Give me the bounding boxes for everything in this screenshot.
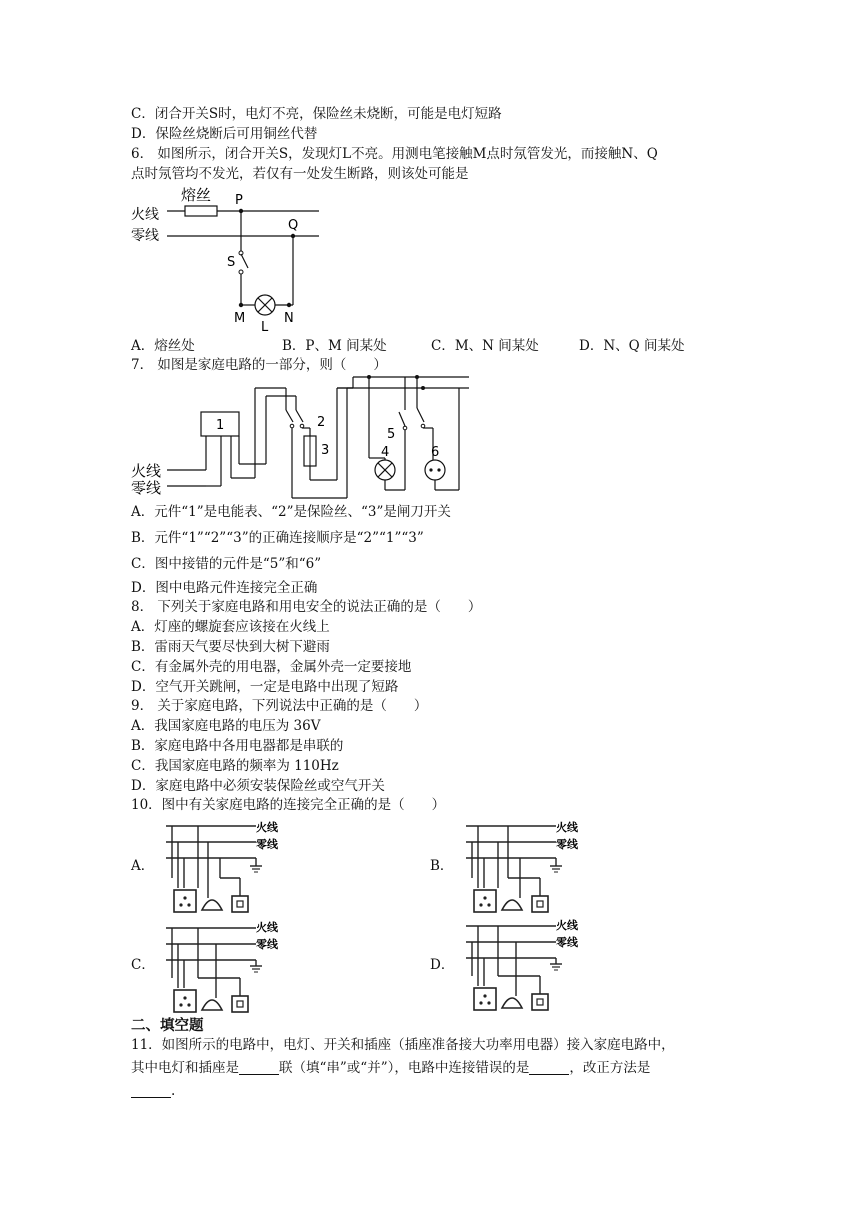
q6-option-a: A．熔丝处 bbox=[131, 338, 195, 354]
q6-option-d: D．N、Q 间某处 bbox=[579, 338, 685, 354]
fuse-label: 熔丝 bbox=[181, 186, 212, 204]
q10-option-b-label: B． bbox=[430, 858, 454, 874]
live-wire-label: 火线 bbox=[256, 821, 278, 834]
q6-option-b: B．P、M 间某处 bbox=[282, 338, 387, 354]
q11-blank-2[interactable] bbox=[529, 1060, 569, 1075]
q11-stem-line3 bbox=[131, 1082, 175, 1100]
component-5-label: 5 bbox=[387, 427, 396, 442]
live-wire-label: 火线 bbox=[556, 919, 578, 932]
q10-option-c-label: C． bbox=[131, 957, 155, 973]
lamp-icon bbox=[202, 1000, 222, 1010]
neutral-wire-label: 零线 bbox=[556, 838, 578, 851]
neutral-wire-label: 零线 bbox=[131, 228, 159, 244]
q8-stem: 8． 下列关于家庭电路和用电安全的说法正确的是（ ） bbox=[131, 599, 482, 615]
component-6-label: 6 bbox=[431, 445, 440, 460]
q9-stem: 9． 关于家庭电路，下列说法中正确的是（ ） bbox=[131, 698, 428, 714]
socket-icon bbox=[174, 890, 196, 912]
socket-icon bbox=[474, 890, 496, 912]
q11-stem-line2 bbox=[131, 1059, 650, 1077]
lamp-icon bbox=[502, 998, 522, 1008]
live-wire-label: 火线 bbox=[131, 207, 159, 223]
q9-option-b: B．家庭电路中各用电器都是串联的 bbox=[131, 738, 344, 754]
q10-figure-c bbox=[160, 916, 285, 1016]
component-3-label: 3 bbox=[321, 443, 330, 458]
q11-blank-1[interactable] bbox=[239, 1060, 279, 1075]
q5-option-d: D．保险丝烧断后可用铜丝代替 bbox=[131, 126, 318, 142]
q11-text-part1: 其中电灯和插座是 bbox=[131, 1060, 239, 1076]
switch-box-icon bbox=[532, 896, 548, 912]
q8-option-b: B．雷雨天气要尽快到大树下避雨 bbox=[131, 639, 330, 655]
switch-s-label: S bbox=[227, 255, 236, 270]
socket-icon bbox=[174, 990, 196, 1012]
component-2-label: 2 bbox=[317, 415, 326, 430]
neutral-wire-label: 零线 bbox=[131, 479, 162, 497]
q10-option-d-label: D． bbox=[430, 957, 455, 973]
q7-option-d: D．图中电路元件连接完全正确 bbox=[131, 580, 318, 596]
point-q-label: Q bbox=[288, 218, 299, 233]
q10-figure-b bbox=[460, 818, 585, 918]
q10-figure-d bbox=[460, 914, 585, 1016]
live-wire-label: 火线 bbox=[256, 921, 278, 934]
q7-option-b: B．元件“1”“2”“3”的正确连接顺序是“2”“1”“3” bbox=[131, 530, 424, 546]
switch-5-icon bbox=[399, 412, 405, 426]
q8-option-c: C．有金属外壳的用电器，金属外壳一定要接地 bbox=[131, 659, 412, 675]
q7-circuit-figure bbox=[131, 374, 476, 500]
switch-box-icon bbox=[532, 994, 548, 1010]
point-p-label: P bbox=[235, 193, 243, 208]
q9-option-a: A．我国家庭电路的电压为 36V bbox=[131, 718, 321, 734]
socket-icon bbox=[474, 988, 496, 1010]
fuse-icon bbox=[185, 206, 217, 216]
switch-box-icon bbox=[232, 896, 248, 912]
live-wire-label: 火线 bbox=[556, 821, 578, 834]
lamp-l-label: L bbox=[261, 320, 269, 335]
component-4-label: 4 bbox=[381, 445, 390, 460]
q8-option-a: A．灯座的螺旋套应该接在火线上 bbox=[131, 619, 330, 635]
q9-option-d: D．家庭电路中必须安装保险丝或空气开关 bbox=[131, 778, 385, 794]
point-n-label: N bbox=[284, 311, 294, 326]
q10-option-a-label: A． bbox=[131, 858, 155, 874]
q11-blank-3[interactable] bbox=[131, 1083, 171, 1098]
q6-stem-line1: 6． 如图所示，闭合开关S，发现灯L不亮。用测电笔接触M点时氖管发光，而接触N、Q bbox=[131, 146, 658, 162]
neutral-wire-label: 零线 bbox=[256, 838, 278, 851]
lamp-icon bbox=[202, 900, 222, 910]
q11-stem-line1: 11．如图所示的电路中，电灯、开关和插座（插座准备接大功率用电器）接入家庭电路中， bbox=[131, 1037, 675, 1053]
q6-stem-line2: 点时氖管均不发光，若仅有一处发生断路，则该处可能是 bbox=[131, 166, 469, 182]
q5-option-c: C．闭合开关S时，电灯不亮，保险丝未烧断，可能是电灯短路 bbox=[131, 106, 502, 122]
live-wire-label: 火线 bbox=[131, 462, 162, 480]
lamp-icon bbox=[502, 900, 522, 910]
socket-6-icon bbox=[425, 460, 445, 480]
q7-option-c: C．图中接错的元件是“5”和“6” bbox=[131, 556, 322, 572]
switch-s-icon bbox=[241, 254, 248, 268]
knife-switch-icon bbox=[286, 410, 293, 422]
q11-text-part3: ，改正方法是 bbox=[569, 1060, 651, 1076]
q8-option-d: D．空气开关跳闸，一定是电路中出现了短路 bbox=[131, 679, 399, 695]
component-1-label: 1 bbox=[216, 418, 225, 433]
q6-circuit-figure bbox=[131, 184, 331, 336]
switch-box-icon bbox=[232, 996, 248, 1012]
section-heading-fill-in: 二、填空题 bbox=[131, 1018, 204, 1034]
switch-6-icon bbox=[417, 408, 424, 422]
q7-stem: 7． 如图是家庭电路的一部分，则（ ） bbox=[131, 357, 387, 373]
q11-period: . bbox=[171, 1083, 176, 1099]
q10-stem: 10．图中有关家庭电路的连接完全正确的是（ ） bbox=[131, 797, 446, 813]
point-m-label: M bbox=[234, 311, 246, 326]
q7-option-a: A．元件“1”是电能表、“2”是保险丝、“3”是闸刀开关 bbox=[131, 504, 451, 520]
neutral-wire-label: 零线 bbox=[256, 938, 278, 951]
neutral-wire-label: 零线 bbox=[556, 936, 578, 949]
q9-option-c: C．我国家庭电路的频率为 110Hz bbox=[131, 758, 339, 774]
q11-text-part2: 联（填“串”或“并”），电路中连接错误的是 bbox=[279, 1060, 530, 1076]
q10-figure-a bbox=[160, 818, 285, 918]
q6-option-c: C．M、N 间某处 bbox=[431, 338, 539, 354]
